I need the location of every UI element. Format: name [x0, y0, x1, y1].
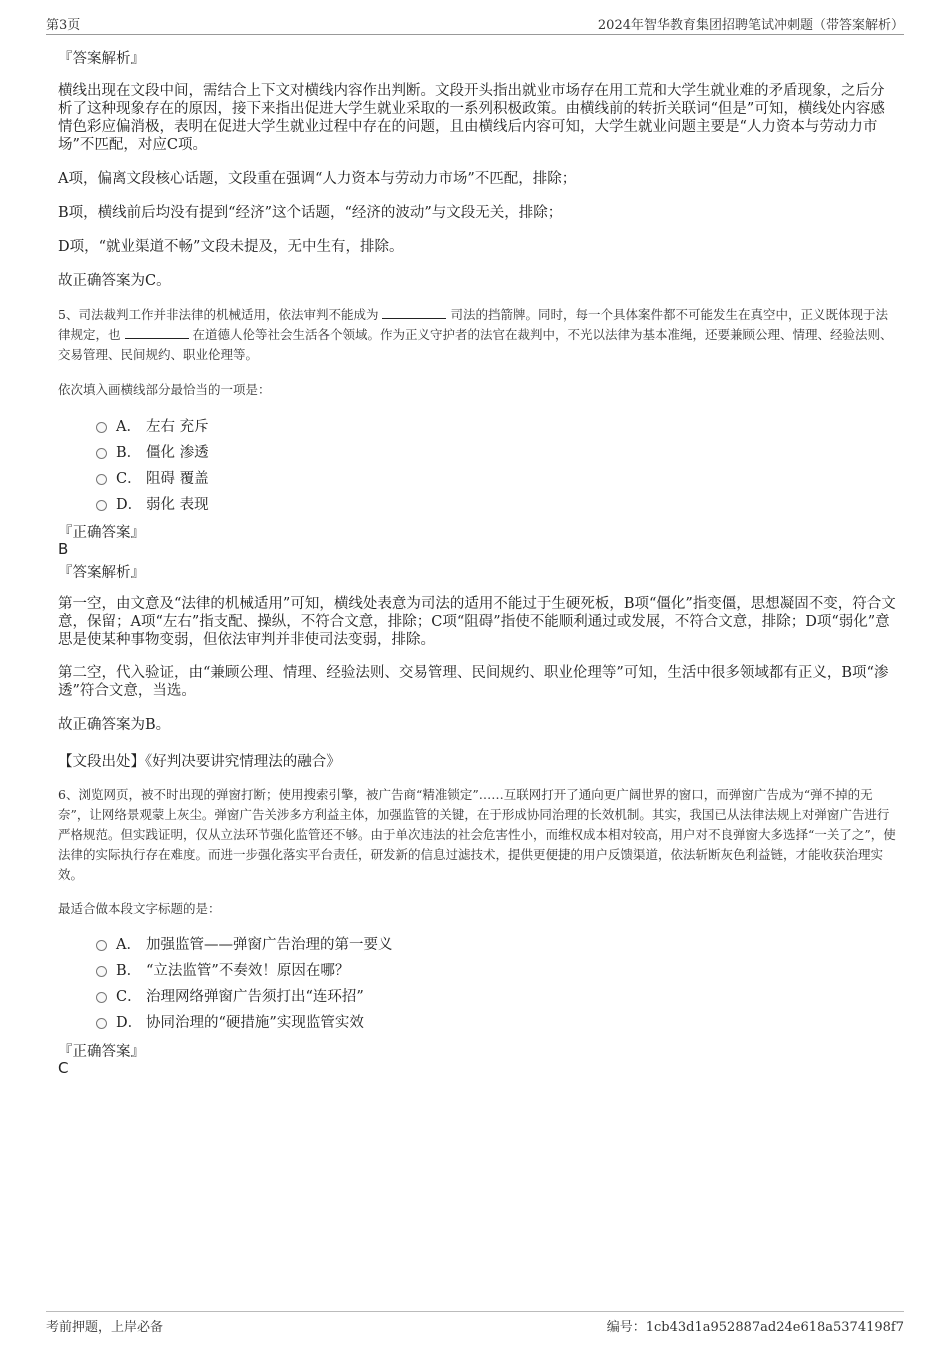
analysis-conclusion: 故正确答案为C。 [58, 273, 171, 289]
analysis-paragraph: B项，横线前后均没有提到“经济”这个话题，“经济的波动”与文段无关，排除； [58, 205, 563, 221]
radio-icon[interactable] [96, 992, 107, 1003]
correct-answer-label: 『正确答案』 [58, 1044, 145, 1060]
answer-analysis-label: 『答案解析』 [58, 565, 145, 581]
option-a[interactable]: A． 加强监管——弹窗广告治理的第一要义 [96, 932, 393, 954]
radio-icon[interactable] [96, 474, 107, 485]
correct-answer: C [58, 1059, 69, 1077]
footer-slogan: 考前押题，上岸必备 [46, 1320, 164, 1335]
document-id: 编号：1cb43d1a952887ad24e618a5374198f7 [606, 1320, 904, 1335]
option-a[interactable]: A． 左右 充斥 [96, 414, 209, 436]
option-c[interactable]: C． 阻碍 覆盖 [96, 466, 209, 488]
document-title: 2024年智华教育集团招聘笔试冲刺题（带答案解析） [597, 18, 904, 33]
radio-icon[interactable] [96, 966, 107, 977]
analysis-paragraph: A项，偏离文段核心话题，文段重在强调“人力资本与劳动力市场”不匹配，排除； [58, 171, 577, 187]
answer-analysis-label: 『答案解析』 [58, 51, 145, 67]
radio-icon[interactable] [96, 448, 107, 459]
analysis-paragraph: 第一空，由文意及“法律的机械适用”可知，横线处表意为司法的适用不能过于生硬死板，B项“僵化”指变僵，思想凝固不变，符合文意，保留；A项“左右”指支配、操纵，不符合文意，排除；C项“阻碍”指使不能顺利通过或发展，不符合文意，排除；D项“弱化”意思是使某种事物变弱，但依法审判并非使司法变弱，排除。 [58, 596, 896, 648]
option-c[interactable]: C． 治理网络弹窗广告须打出“连环招” [96, 984, 364, 1006]
radio-icon[interactable] [96, 940, 107, 951]
analysis-paragraph: 横线出现在文段中间，需结合上下文对横线内容作出判断。文段开头指出就业市场存在用工荒和大学生就业难的矛盾现象，之后分析了这种现象存在的原因，接下来指出促进大学生就业采取的一系列积极政策。由横线前的转折关联词“但是”可知，横线处内容感情色彩应偏消极，表明在促进大学生就业过程中存在的问题，且由横线后内容可知，大学生就业问题主要是“人力资本与劳动力市场”不匹配，对应C项。 [58, 83, 885, 153]
fill-blank [125, 326, 189, 339]
page-footer [46, 1311, 904, 1336]
page-number: 第3页 [46, 18, 81, 33]
radio-icon[interactable] [96, 500, 107, 511]
analysis-paragraph: D项，“就业渠道不畅”文段未提及，无中生有，排除。 [58, 239, 404, 255]
question-5-text: 5、司法裁判工作并非法律的机械适用，依法审判不能成为 司法的挡箭牌。同时，每一个具体案件都不可能发生在真空中，正义既体现于法律规定，也 在道德人伦等社会生活各个领域。作为正义守护者的法官在裁判中，不光以法律为基本准绳，还要兼顾公理、情理、经验法则、交易管理、民间规约、职业伦理等。 [58, 307, 893, 362]
radio-icon[interactable] [96, 1018, 107, 1029]
analysis-paragraph: 第二空，代入验证，由“兼顾公理、情理、经验法则、交易管理、民间规约、职业伦理等”可知，生活中很多领域都有正义，B项“渗透”符合文意，当选。 [58, 665, 889, 699]
option-d[interactable]: D． 弱化 表现 [96, 492, 209, 514]
fill-blank [382, 306, 446, 319]
option-b[interactable]: B． “立法监管”不奏效！原因在哪？ [96, 958, 349, 980]
question-prompt: 依次填入画横线部分最恰当的一项是： [58, 382, 271, 397]
option-b[interactable]: B． 僵化 渗透 [96, 440, 209, 462]
question-6-text: 6、浏览网页，被不时出现的弹窗打断；使用搜索引擎，被广告商“精准锁定”……互联网打开了通向更广阔世界的窗口，而弹窗广告成为“弹不掉的无奈”，让网络景观蒙上灰尘。弹窗广告关涉多方利益主体，加强监管的关键，在于形成协同治理的长效机制。其实，我国已从法律法规上对弹窗广告进行严格规范。但实践证明，仅从立法环节强化监管还不够。由于单次违法的社会危害性小，而维权成本相对较高，用户对不良弹窗大多选择“一关了之”，使法律的实际执行存在难度。而进一步强化落实平台责任，研发新的信息过滤技术，提供更便捷的用户反馈渠道，依法斩断灰色利益链，才能收获治理实效。 [58, 787, 896, 882]
analysis-conclusion: 故正确答案为B。 [58, 717, 171, 733]
question-prompt: 最适合做本段文字标题的是： [58, 901, 221, 916]
passage-source: 【文段出处】《好判决要讲究情理法的融合》 [58, 754, 341, 770]
correct-answer: B [58, 540, 69, 558]
option-d[interactable]: D． 协同治理的“硬措施”实现监管实效 [96, 1010, 364, 1032]
page-header [46, 12, 904, 35]
radio-icon[interactable] [96, 422, 107, 433]
correct-answer-label: 『正确答案』 [58, 525, 145, 541]
